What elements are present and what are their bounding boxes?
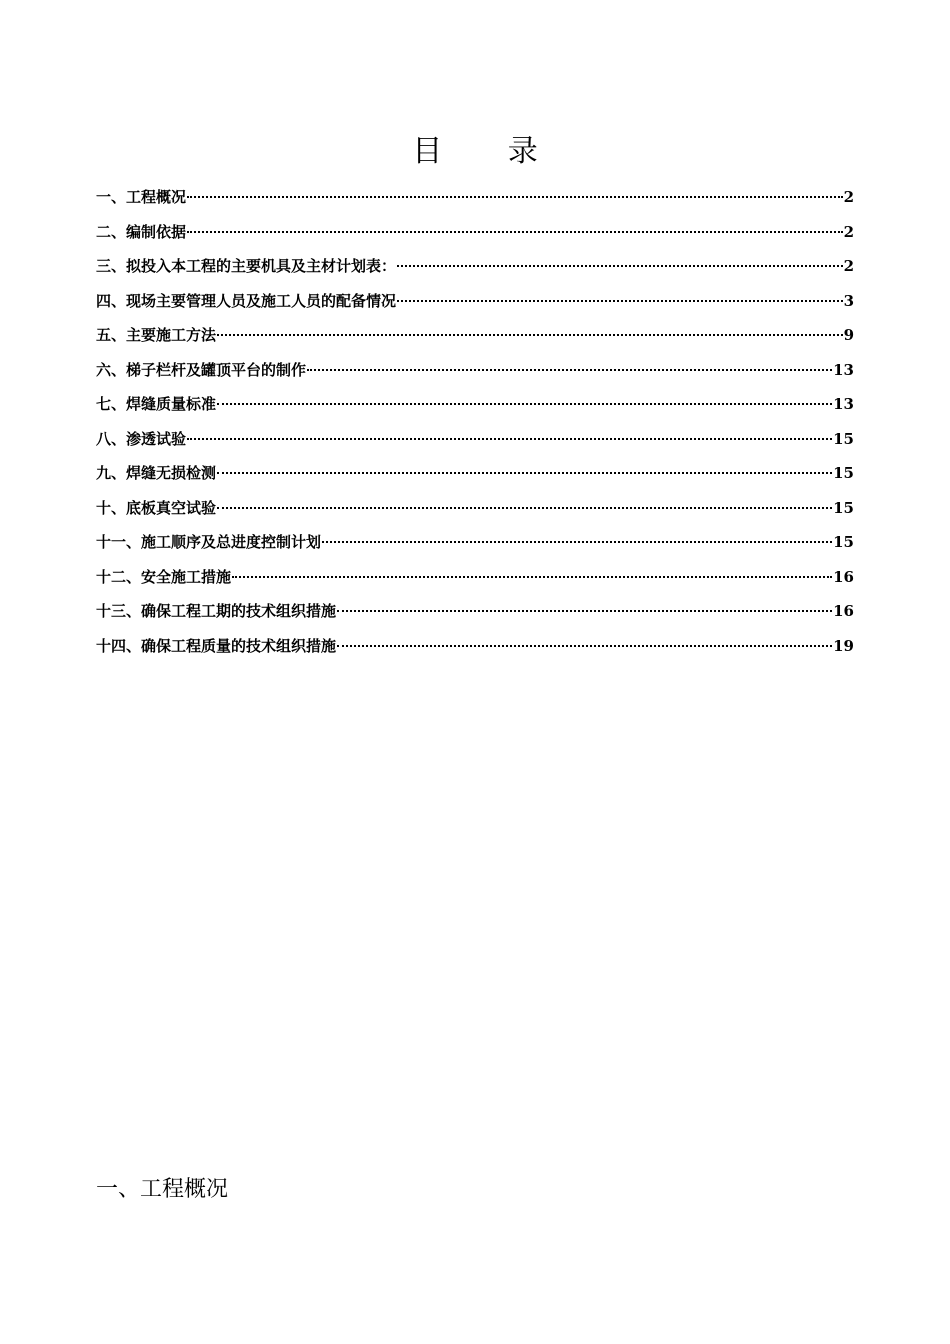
toc-entry-page: 16 [833,602,854,620]
toc-dot-leader [187,196,843,198]
toc-entry-label: 六、梯子栏杆及罐顶平台的制作 [96,360,307,379]
toc-entry-label: 七、焊缝质量标准 [96,395,217,413]
toc-title: 目 录 [412,134,566,169]
toc-entry[interactable] [96,457,854,492]
toc-entry-page: 3 [843,291,854,310]
section-heading: 一、工程概况 [96,1177,229,1202]
toc-dot-leader [337,610,832,612]
toc-dot-leader [232,576,832,578]
toc-entry-label: 四、现场主要管理人员及施工人员的配备情况 [96,291,397,310]
toc-entry[interactable] [96,526,854,561]
toc-dot-leader [187,231,843,233]
toc-entry-page: 2 [843,188,854,206]
toc-dot-leader [337,645,832,647]
toc-entry[interactable] [96,285,854,320]
toc-entry-label: 十一、施工顺序及总进度控制计划 [96,533,322,551]
toc-entry-label: 二、编制依据 [96,222,187,241]
toc-dot-leader [307,369,832,371]
toc-entry-page: 15 [833,429,854,448]
toc-list [96,181,854,664]
toc-entry[interactable] [96,319,854,354]
toc-dot-leader [322,541,832,543]
toc-dot-leader [217,507,832,509]
toc-entry[interactable] [96,388,854,423]
toc-entry-page: 13 [833,395,854,413]
toc-entry-label: 一、工程概况 [96,188,187,206]
toc-entry-page: 13 [833,360,854,379]
toc-entry-label: 三、拟投入本工程的主要机具及主材计划表： [96,257,397,275]
toc-entry-page: 15 [833,498,854,517]
toc-entry[interactable] [96,250,854,285]
toc-entry[interactable] [96,423,854,458]
toc-entry[interactable] [96,216,854,251]
toc-dot-leader [217,403,832,405]
toc-entry-label: 五、主要施工方法 [96,326,217,344]
toc-dot-leader [187,438,832,440]
toc-entry-page: 2 [843,257,854,275]
toc-dot-leader [217,334,843,336]
toc-entry-page: 16 [833,567,854,586]
toc-entry[interactable] [96,354,854,389]
toc-dot-leader [217,472,832,474]
toc-entry-page: 19 [833,636,854,655]
toc-entry-page: 2 [843,222,854,241]
toc-entry-page: 9 [843,326,854,344]
toc-entry-label: 八、渗透试验 [96,429,187,448]
toc-entry-label: 十二、安全施工措施 [96,567,232,586]
toc-entry-label: 九、焊缝无损检测 [96,464,217,482]
toc-entry-page: 15 [833,533,854,551]
toc-entry-page: 15 [833,464,854,482]
toc-dot-leader [397,300,843,302]
toc-dot-leader [397,265,843,267]
toc-entry-label: 十四、确保工程质量的技术组织措施 [96,636,337,655]
toc-entry[interactable] [96,630,854,665]
toc-entry[interactable] [96,595,854,630]
toc-entry-label: 十三、确保工程工期的技术组织措施 [96,602,337,620]
toc-entry-label: 十、底板真空试验 [96,498,217,517]
toc-entry[interactable] [96,561,854,596]
toc-entry[interactable] [96,181,854,216]
toc-entry[interactable] [96,492,854,527]
